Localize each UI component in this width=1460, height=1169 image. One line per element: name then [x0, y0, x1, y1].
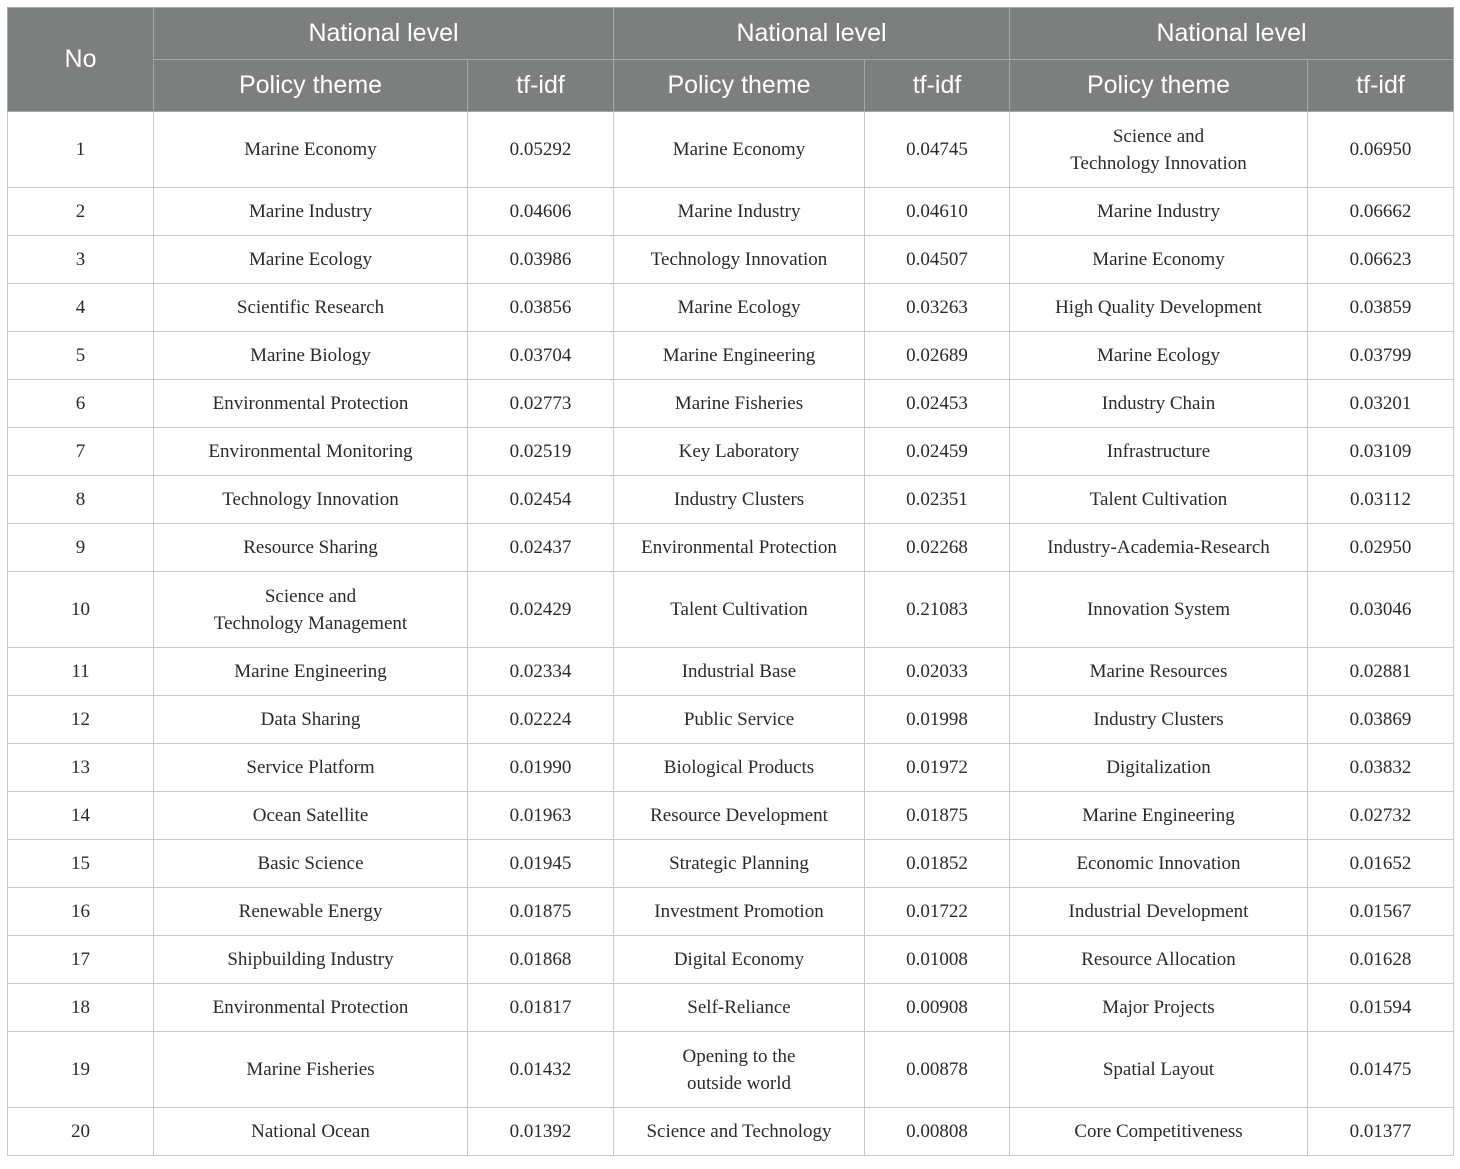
- policy-theme-cell: Environmental Protection: [154, 984, 468, 1032]
- policy-theme-cell: Marine Engineering: [154, 648, 468, 696]
- tfidf-cell: 0.02454: [468, 476, 614, 524]
- policy-theme-cell: Marine Biology: [154, 332, 468, 380]
- policy-theme-cell: Marine Fisheries: [154, 1032, 468, 1108]
- tfidf-cell: 0.01945: [468, 840, 614, 888]
- tfidf-cell: 0.01594: [1308, 984, 1454, 1032]
- row-number: 4: [8, 284, 154, 332]
- policy-theme-cell: Spatial Layout: [1010, 1032, 1308, 1108]
- header-tfidf-3: tf-idf: [1308, 60, 1454, 112]
- table-header: [8, 8, 1454, 112]
- tfidf-cell: 0.02268: [865, 524, 1010, 572]
- tfidf-cell: 0.01998: [865, 696, 1010, 744]
- policy-theme-cell: Marine Ecology: [1010, 332, 1308, 380]
- row-number: 7: [8, 428, 154, 476]
- tfidf-cell: 0.02033: [865, 648, 1010, 696]
- policy-theme-cell: Marine Industry: [1010, 188, 1308, 236]
- policy-theme-cell: Resource Sharing: [154, 524, 468, 572]
- row-number: 6: [8, 380, 154, 428]
- tfidf-cell: 0.02437: [468, 524, 614, 572]
- row-number: 18: [8, 984, 154, 1032]
- tfidf-cell: 0.01868: [468, 936, 614, 984]
- tfidf-cell: 0.01377: [1308, 1108, 1454, 1156]
- policy-theme-cell: Science and Technology Innovation: [1010, 112, 1308, 188]
- tfidf-cell: 0.02773: [468, 380, 614, 428]
- tfidf-cell: 0.03109: [1308, 428, 1454, 476]
- policy-theme-cell: Data Sharing: [154, 696, 468, 744]
- tfidf-cell: 0.01990: [468, 744, 614, 792]
- tfidf-cell: 0.01722: [865, 888, 1010, 936]
- policy-theme-cell: Science and Technology Management: [154, 572, 468, 648]
- tfidf-cell: 0.02881: [1308, 648, 1454, 696]
- tfidf-cell: 0.03986: [468, 236, 614, 284]
- policy-theme-cell: Marine Industry: [614, 188, 865, 236]
- tfidf-cell: 0.01963: [468, 792, 614, 840]
- policy-theme-cell: Resource Development: [614, 792, 865, 840]
- policy-theme-cell: Biological Products: [614, 744, 865, 792]
- header-no: No: [8, 8, 154, 112]
- table-row: [8, 428, 1454, 476]
- table-row: [8, 476, 1454, 524]
- table-row: [8, 524, 1454, 572]
- table-row: [8, 936, 1454, 984]
- policy-theme-cell: Environmental Protection: [154, 380, 468, 428]
- row-number: 5: [8, 332, 154, 380]
- policy-theme-cell: Opening to the outside world: [614, 1032, 865, 1108]
- row-number: 8: [8, 476, 154, 524]
- policy-theme-cell: Digitalization: [1010, 744, 1308, 792]
- tfidf-cell: 0.01852: [865, 840, 1010, 888]
- policy-theme-cell: Core Competitiveness: [1010, 1108, 1308, 1156]
- tfidf-cell: 0.03201: [1308, 380, 1454, 428]
- header-policy-theme-1: Policy theme: [154, 60, 468, 112]
- policy-theme-cell: Marine Engineering: [614, 332, 865, 380]
- policy-theme-table-container: [7, 7, 1453, 1156]
- table-row: [8, 112, 1454, 188]
- policy-theme-cell: Renewable Energy: [154, 888, 468, 936]
- tfidf-cell: 0.02334: [468, 648, 614, 696]
- tfidf-cell: 0.02429: [468, 572, 614, 648]
- header-policy-theme-2: Policy theme: [614, 60, 865, 112]
- tfidf-cell: 0.00908: [865, 984, 1010, 1032]
- policy-theme-cell: Investment Promotion: [614, 888, 865, 936]
- header-group-1: National level: [154, 8, 614, 60]
- table-row: [8, 840, 1454, 888]
- tfidf-cell: 0.01875: [468, 888, 614, 936]
- policy-theme-table: [7, 7, 1454, 1156]
- tfidf-cell: 0.01008: [865, 936, 1010, 984]
- tfidf-cell: 0.03859: [1308, 284, 1454, 332]
- row-number: 11: [8, 648, 154, 696]
- row-number: 19: [8, 1032, 154, 1108]
- policy-theme-cell: Shipbuilding Industry: [154, 936, 468, 984]
- tfidf-cell: 0.02453: [865, 380, 1010, 428]
- tfidf-cell: 0.04507: [865, 236, 1010, 284]
- policy-theme-cell: Marine Resources: [1010, 648, 1308, 696]
- table-row: [8, 380, 1454, 428]
- policy-theme-cell: Industry Clusters: [1010, 696, 1308, 744]
- policy-theme-cell: Industry-Academia-Research: [1010, 524, 1308, 572]
- tfidf-cell: 0.03046: [1308, 572, 1454, 648]
- header-tfidf-2: tf-idf: [865, 60, 1010, 112]
- row-number: 2: [8, 188, 154, 236]
- table-row: [8, 1032, 1454, 1108]
- row-number: 12: [8, 696, 154, 744]
- policy-theme-cell: High Quality Development: [1010, 284, 1308, 332]
- policy-theme-cell: Marine Economy: [614, 112, 865, 188]
- policy-theme-cell: Marine Engineering: [1010, 792, 1308, 840]
- header-tfidf-1: tf-idf: [468, 60, 614, 112]
- policy-theme-cell: Science and Technology: [614, 1108, 865, 1156]
- policy-theme-cell: Innovation System: [1010, 572, 1308, 648]
- tfidf-cell: 0.02224: [468, 696, 614, 744]
- table-row: [8, 984, 1454, 1032]
- row-number: 16: [8, 888, 154, 936]
- policy-theme-cell: Marine Ecology: [614, 284, 865, 332]
- policy-theme-cell: Industry Chain: [1010, 380, 1308, 428]
- policy-theme-cell: Industrial Base: [614, 648, 865, 696]
- tfidf-cell: 0.21083: [865, 572, 1010, 648]
- table-row: [8, 888, 1454, 936]
- policy-theme-cell: Infrastructure: [1010, 428, 1308, 476]
- tfidf-cell: 0.01817: [468, 984, 614, 1032]
- tfidf-cell: 0.04745: [865, 112, 1010, 188]
- tfidf-cell: 0.01875: [865, 792, 1010, 840]
- row-number: 13: [8, 744, 154, 792]
- policy-theme-cell: Environmental Monitoring: [154, 428, 468, 476]
- row-number: 20: [8, 1108, 154, 1156]
- header-policy-theme-3: Policy theme: [1010, 60, 1308, 112]
- tfidf-cell: 0.02351: [865, 476, 1010, 524]
- table-row: [8, 572, 1454, 648]
- table-row: [8, 696, 1454, 744]
- table-body: [8, 112, 1454, 1156]
- tfidf-cell: 0.02689: [865, 332, 1010, 380]
- row-number: 3: [8, 236, 154, 284]
- tfidf-cell: 0.01652: [1308, 840, 1454, 888]
- table-row: [8, 332, 1454, 380]
- row-number: 1: [8, 112, 154, 188]
- tfidf-cell: 0.06662: [1308, 188, 1454, 236]
- policy-theme-cell: Economic Innovation: [1010, 840, 1308, 888]
- table-row: [8, 792, 1454, 840]
- tfidf-cell: 0.02459: [865, 428, 1010, 476]
- header-group-3: National level: [1010, 8, 1454, 60]
- table-row: [8, 236, 1454, 284]
- tfidf-cell: 0.03799: [1308, 332, 1454, 380]
- table-row: [8, 284, 1454, 332]
- policy-theme-cell: Marine Industry: [154, 188, 468, 236]
- policy-theme-cell: Marine Economy: [154, 112, 468, 188]
- tfidf-cell: 0.06623: [1308, 236, 1454, 284]
- tfidf-cell: 0.00878: [865, 1032, 1010, 1108]
- policy-theme-cell: Technology Innovation: [154, 476, 468, 524]
- policy-theme-cell: Marine Economy: [1010, 236, 1308, 284]
- policy-theme-cell: Industry Clusters: [614, 476, 865, 524]
- tfidf-cell: 0.01392: [468, 1108, 614, 1156]
- policy-theme-cell: Basic Science: [154, 840, 468, 888]
- policy-theme-cell: Technology Innovation: [614, 236, 865, 284]
- tfidf-cell: 0.01628: [1308, 936, 1454, 984]
- tfidf-cell: 0.03112: [1308, 476, 1454, 524]
- tfidf-cell: 0.03263: [865, 284, 1010, 332]
- table-row: [8, 1108, 1454, 1156]
- table-row: [8, 744, 1454, 792]
- policy-theme-cell: Service Platform: [154, 744, 468, 792]
- table-row: [8, 188, 1454, 236]
- tfidf-cell: 0.01567: [1308, 888, 1454, 936]
- policy-theme-cell: Marine Ecology: [154, 236, 468, 284]
- row-number: 14: [8, 792, 154, 840]
- tfidf-cell: 0.01972: [865, 744, 1010, 792]
- row-number: 10: [8, 572, 154, 648]
- policy-theme-cell: Environmental Protection: [614, 524, 865, 572]
- tfidf-cell: 0.01475: [1308, 1032, 1454, 1108]
- tfidf-cell: 0.04606: [468, 188, 614, 236]
- policy-theme-cell: Industrial Development: [1010, 888, 1308, 936]
- policy-theme-cell: Marine Fisheries: [614, 380, 865, 428]
- row-number: 17: [8, 936, 154, 984]
- tfidf-cell: 0.03704: [468, 332, 614, 380]
- tfidf-cell: 0.05292: [468, 112, 614, 188]
- header-group-2: National level: [614, 8, 1010, 60]
- row-number: 15: [8, 840, 154, 888]
- tfidf-cell: 0.06950: [1308, 112, 1454, 188]
- policy-theme-cell: Resource Allocation: [1010, 936, 1308, 984]
- policy-theme-cell: Talent Cultivation: [614, 572, 865, 648]
- tfidf-cell: 0.02732: [1308, 792, 1454, 840]
- tfidf-cell: 0.01432: [468, 1032, 614, 1108]
- tfidf-cell: 0.03832: [1308, 744, 1454, 792]
- policy-theme-cell: Digital Economy: [614, 936, 865, 984]
- policy-theme-cell: Key Laboratory: [614, 428, 865, 476]
- tfidf-cell: 0.03856: [468, 284, 614, 332]
- tfidf-cell: 0.02519: [468, 428, 614, 476]
- policy-theme-cell: Strategic Planning: [614, 840, 865, 888]
- policy-theme-cell: National Ocean: [154, 1108, 468, 1156]
- tfidf-cell: 0.02950: [1308, 524, 1454, 572]
- policy-theme-cell: Talent Cultivation: [1010, 476, 1308, 524]
- policy-theme-cell: Scientific Research: [154, 284, 468, 332]
- tfidf-cell: 0.00808: [865, 1108, 1010, 1156]
- policy-theme-cell: Public Service: [614, 696, 865, 744]
- table-row: [8, 648, 1454, 696]
- policy-theme-cell: Self-Reliance: [614, 984, 865, 1032]
- row-number: 9: [8, 524, 154, 572]
- tfidf-cell: 0.03869: [1308, 696, 1454, 744]
- policy-theme-cell: Major Projects: [1010, 984, 1308, 1032]
- policy-theme-cell: Ocean Satellite: [154, 792, 468, 840]
- tfidf-cell: 0.04610: [865, 188, 1010, 236]
